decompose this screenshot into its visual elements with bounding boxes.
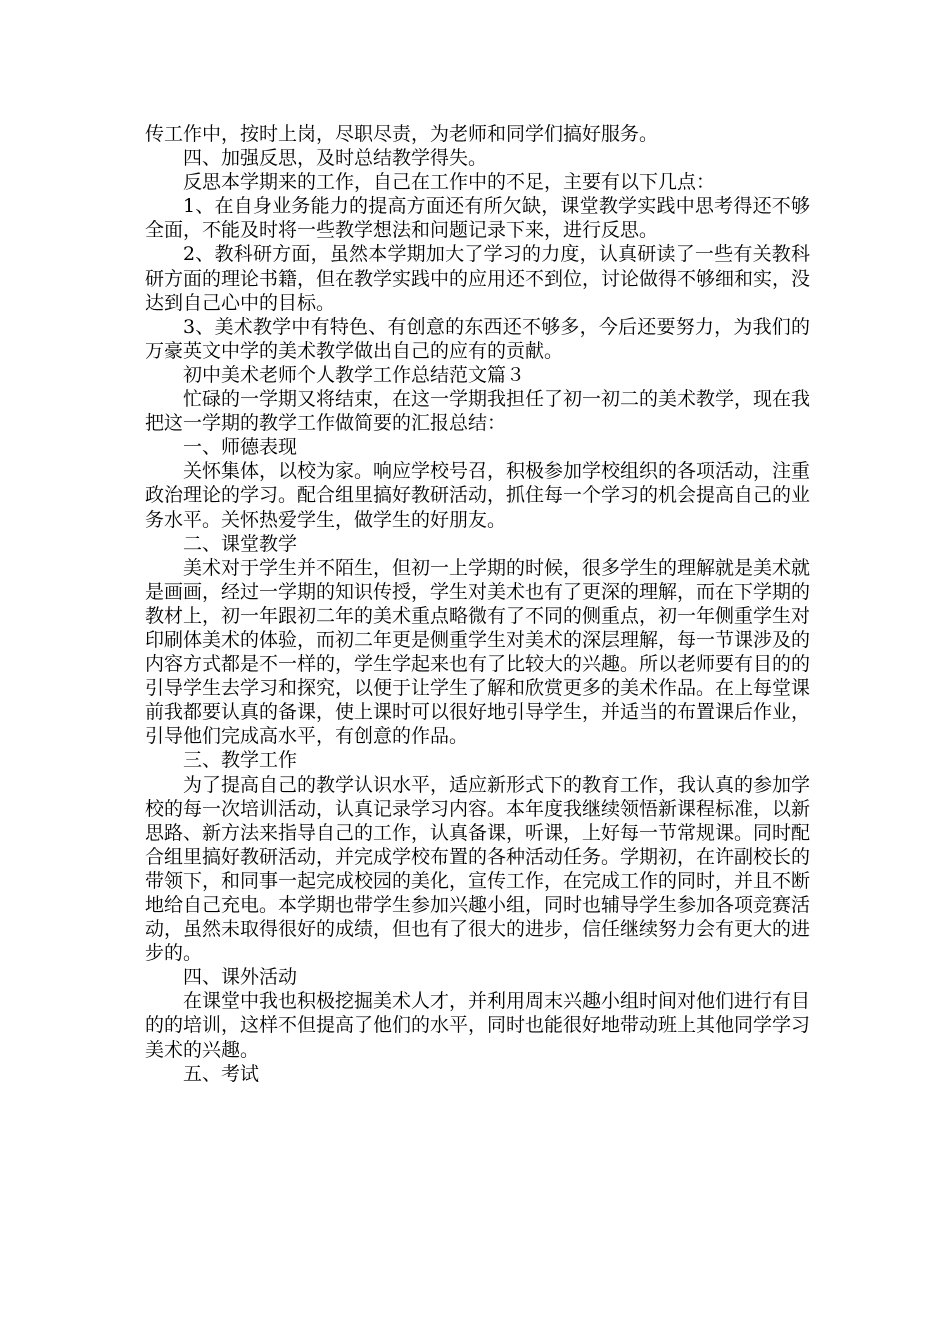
section-heading-exam: 五、考试 — [183, 1062, 260, 1085]
paragraph-classroom: 美术对于学生并不陌生，但初一上学期的时候，很多学生的理解就是美术就是画画，经过一学期的知识传授，学生对美术也有了更深的理解，而在下学期的教材上，初一年跟初二年的美术重点略微有了不同的侧重点，初一年侧重学生对印刷体美术的体验，而初二年更是侧重学生对美术的深层理解，每一节课涉及的内容方式都是不一样的，学生学起来也有了比较大的兴趣。所以老师要有目的的引导学生去学习和探究，以便于让学生了解和欣赏更多的美术作品。在上每堂课前我都要认真的备课，使上课时可以很好地引导学生，并适当的布置课后作业，引导他们完成高水平，有创意的作品。 — [145, 556, 811, 748]
article-title: 初中美术老师个人教学工作总结范文篇３ — [183, 363, 526, 386]
paragraph-ethics: 关怀集体，以校为家。响应学校号召，积极参加学校组织的各项活动，注重政治理论的学习。配合组里搞好教研活动，抓住每一个学习的机会提高自己的业务水平。关怀热爱学生，做学生的好朋友。 — [145, 460, 811, 531]
section-heading-classroom: 二、课堂教学 — [183, 532, 298, 555]
section-heading-reflection: 四、加强反思，及时总结教学得失。 — [183, 147, 488, 170]
paragraph-teaching: 为了提高自己的教学认识水平，适应新形式下的教育工作，我认真的参加学校的每一次培训活动，认真记录学习内容。本年度我继续领悟新课程标准，以新思路、新方法来指导自己的工作，认真备课，听课，上好每一节常规课。同时配合组里搞好教研活动，并完成学校布置的各种活动任务。学期初，在许副校长的带领下，和同事一起完成校园的美化，宣传工作，在完成工作的同时，并且不断地给自己充电。本学期也带学生参加兴趣小组，同时也辅导学生参加各项竞赛活动，虽然未取得很好的成绩，但也有了很大的进步，信任继续努力会有更大的进步的。 — [145, 773, 811, 965]
section-heading-ethics: 一、师德表现 — [183, 436, 298, 459]
paragraph-point-1: 1、在自身业务能力的提高方面还有所欠缺，课堂教学实践中思考得还不够全面，不能及时将一些教学想法和问题记录下来，进行反思。 — [145, 195, 810, 242]
paragraph-reflection-intro: 反思本学期来的工作，自己在工作中的不足，主要有以下几点： — [183, 171, 716, 194]
paragraph-point-3: 3、美术教学中有特色、有创意的东西还不够多，今后还要努力，为我们的万豪英文中学的美术教学做出自己的应有的贡献。 — [145, 315, 810, 362]
paragraph-point-2: 2、教科研方面，虽然本学期加大了学习的力度，认真研读了一些有关教科研方面的理论书籍，但在教学实践中的应用还不到位，讨论做得不够细和实，没达到自己心中的目标。 — [145, 243, 811, 314]
document-body — [145, 122, 810, 1086]
section-heading-extracurricular: 四、课外活动 — [183, 966, 298, 989]
section-heading-teaching: 三、教学工作 — [183, 749, 298, 772]
paragraph-continued: 传工作中，按时上岗，尽职尽责，为老师和同学们搞好服务。 — [145, 123, 659, 145]
paragraph-intro: 忙碌的一学期又将结束，在这一学期我担任了初一初二的美术教学，现在我把这一学期的教学工作做简要的汇报总结： — [145, 388, 811, 435]
paragraph-extracurricular: 在课堂中我也积极挖掘美术人才，并利用周末兴趣小组时间对他们进行有目的的培训，这样不但提高了他们的水平，同时也能很好地带动班上其他同学学习美术的兴趣。 — [145, 990, 811, 1061]
